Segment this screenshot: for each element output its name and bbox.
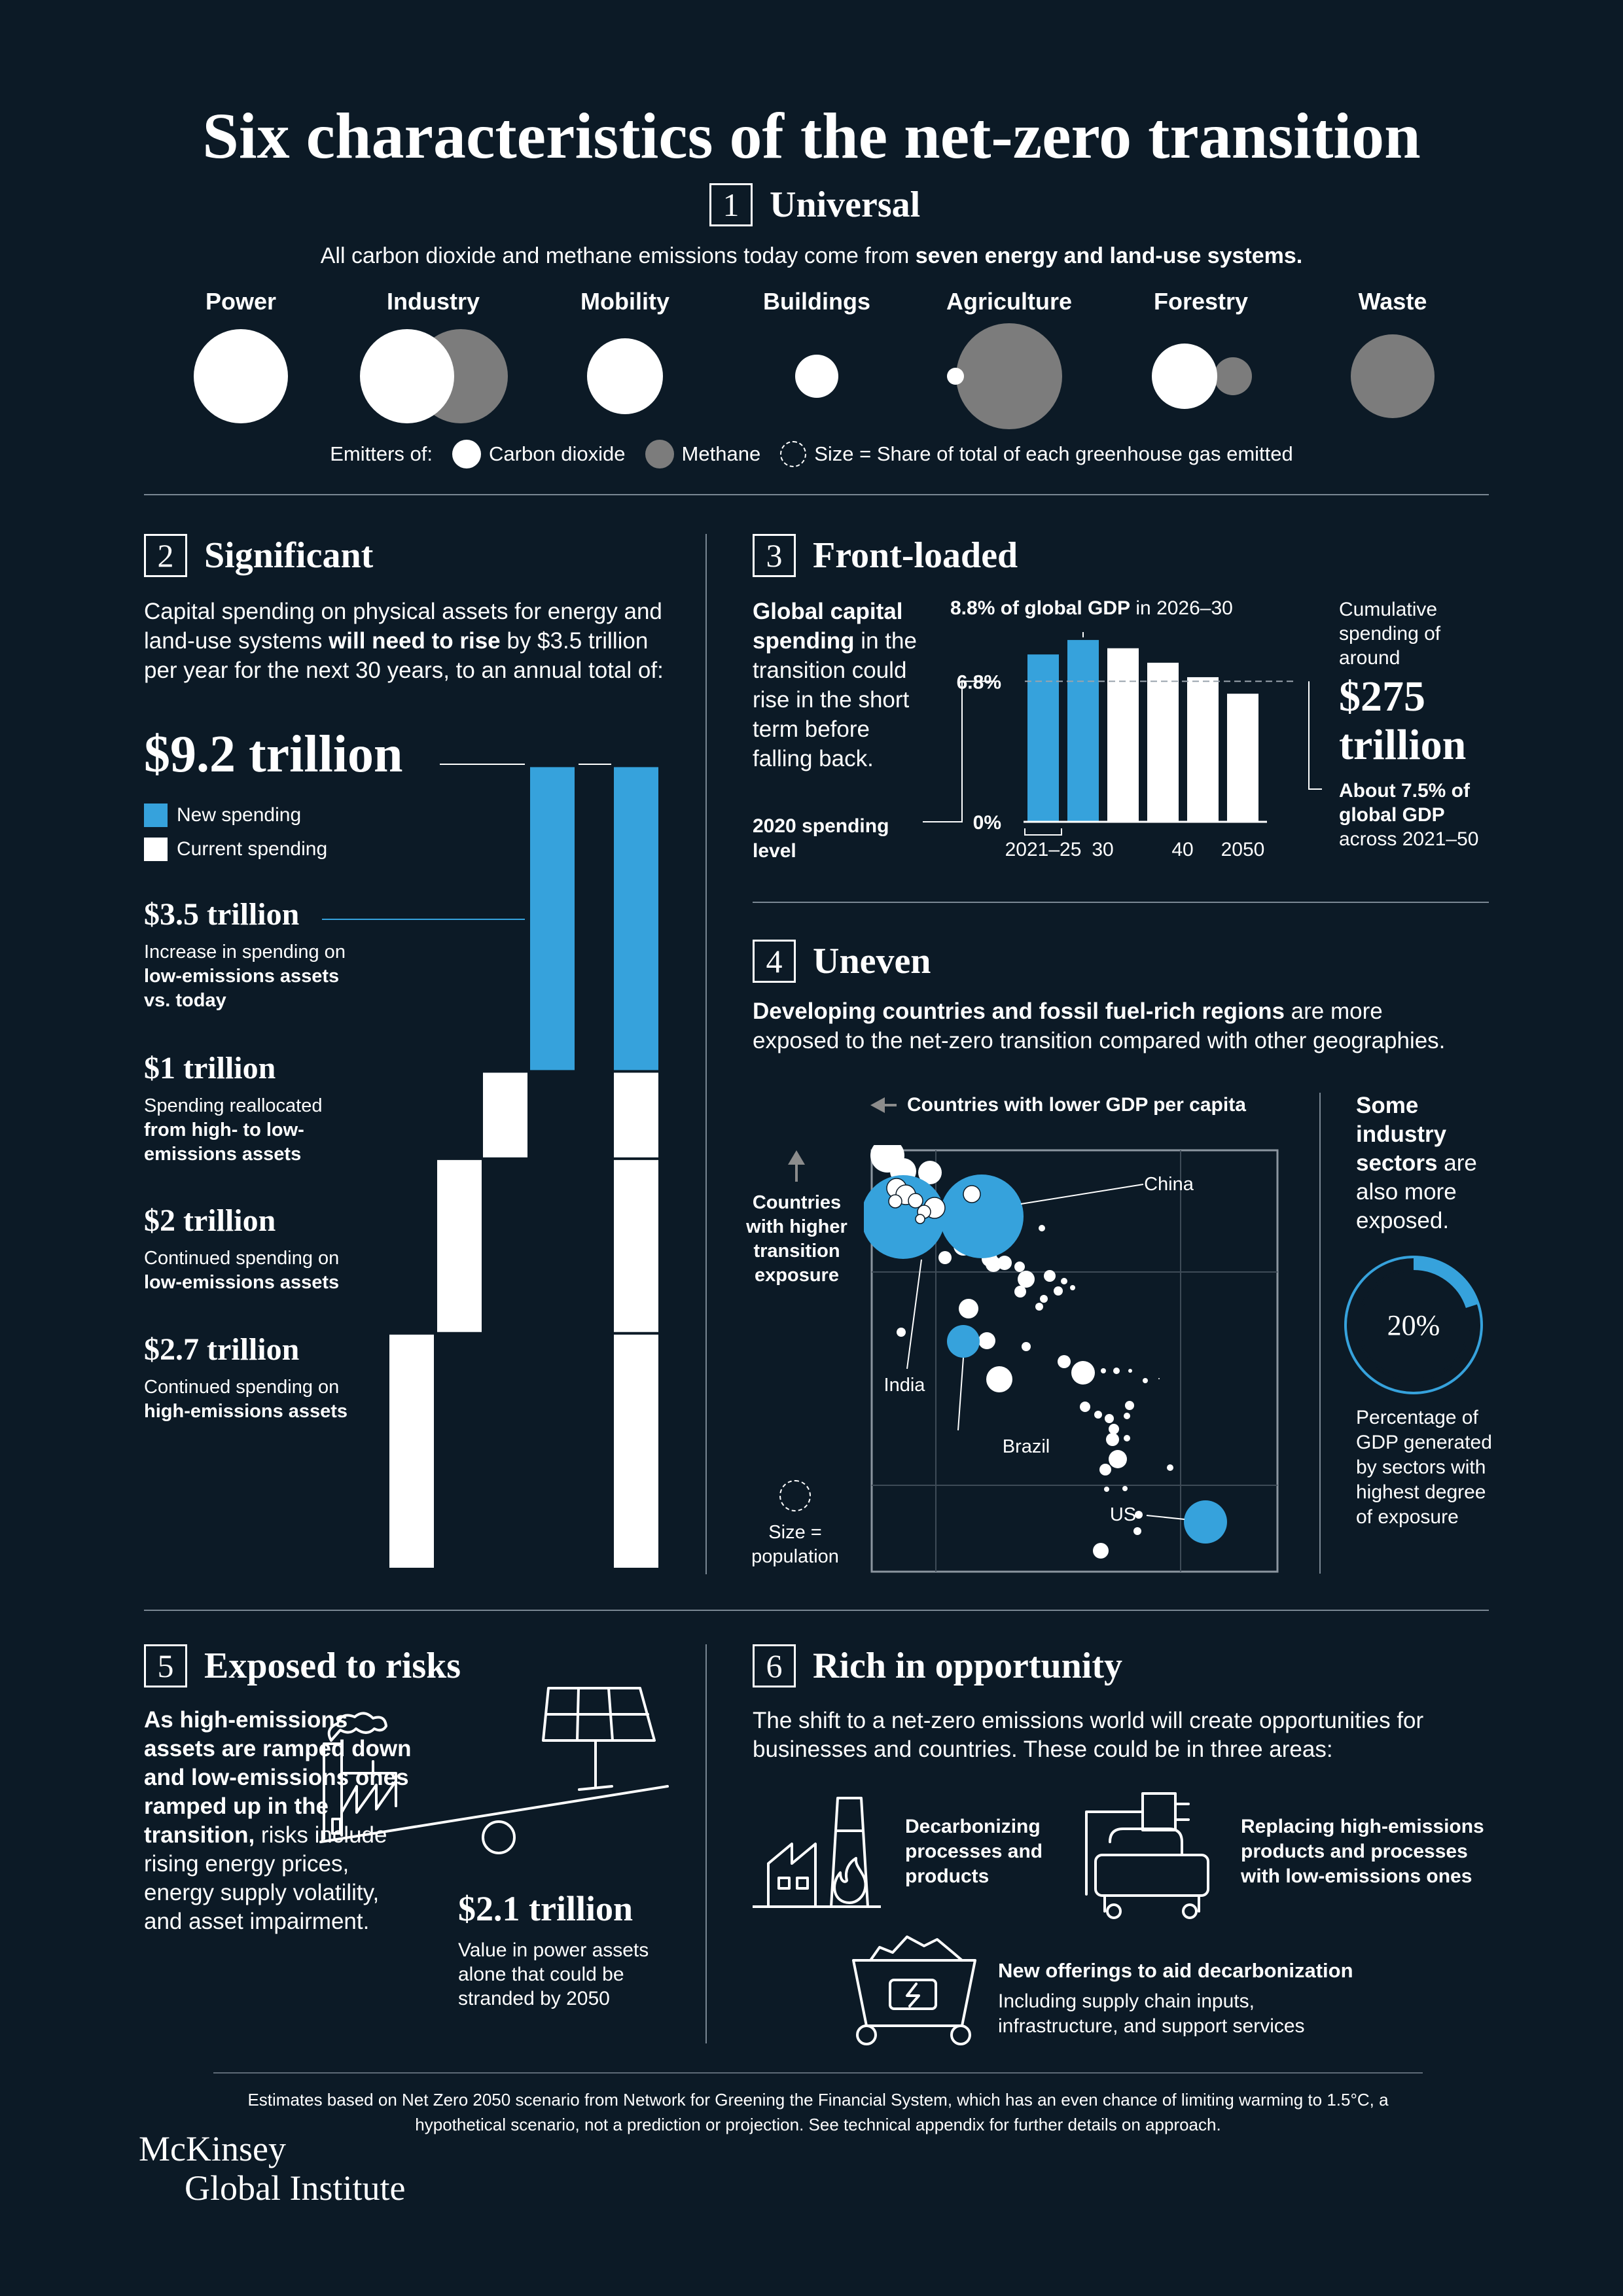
size-circle-icon [779,1480,811,1511]
section-1-legend [0,440,1623,468]
legend-co2 [452,440,626,468]
page-title: Six characteristics of the net-zero transition [202,99,1421,172]
divider [144,1610,1489,1611]
country-bubble [1158,1378,1160,1379]
cumulative-about [1339,779,1509,851]
country-bubble [1125,1401,1134,1410]
cumulative-connector [1309,681,1322,789]
intro-text: Capital spending on physical assets for energy and land-use systems [144,599,662,654]
x-axis-label-text: Countries with lower GDP per capita [907,1094,1246,1116]
country-bubble [1022,1342,1031,1351]
intro-bold: will need to rise [329,628,501,654]
country-label: India [883,1375,925,1396]
peak-bold: 8.8% of global GDP [950,597,1131,619]
section-4-header [753,940,931,983]
legend-size-text: Size = Share of total of each greenhouse gas emitted [814,442,1293,465]
item-desc-text: Spending reallocated [144,1095,323,1116]
divider [144,494,1489,495]
legend-co2-text: Carbon dioxide [489,442,626,465]
period-bracket [1025,828,1061,835]
country-bubble [897,1328,906,1337]
country-bubble [1105,1414,1114,1423]
bubble-forestry-methane [1214,357,1252,395]
country-bubble [1122,1486,1128,1491]
co2-swatch-icon [452,440,481,468]
item-desc-text: Continued spending on [144,1248,340,1269]
stranded-value: $2.1 trillion [458,1889,633,1928]
exposure-scatter-plot [864,1145,1289,1577]
methane-swatch-icon [645,440,674,468]
spending-bar [1227,694,1258,822]
india-leader [907,1260,921,1369]
total-stack-segment [614,1160,658,1332]
system-label-industry: Industry [386,288,480,315]
section-2-intro [144,597,681,685]
legend-new-text: New spending [177,804,302,826]
country-bubble [1070,1285,1075,1290]
seesaw-illustration [308,1682,674,1858]
country-bubble [997,1256,1012,1270]
brazil-leader [958,1358,963,1430]
section-title: Exposed to risks [204,1646,461,1686]
country-bubble [1044,1270,1056,1282]
system-label-agriculture: Agriculture [946,288,1073,315]
brand-line-2: Global Institute [185,2168,406,2208]
stranded-caption: Value in power assets alone that could be stranded by 2050 [458,1939,649,2009]
item-desc-text: Increase in spending on [144,942,346,963]
section-3-desc [753,597,923,773]
opportunity-3-desc: Including supply chain inputs, infrastructure, and support services [998,1990,1305,2037]
legend-label: Emitters of: [330,442,433,465]
country-bubble [1093,1543,1109,1559]
country-label: US [1109,1504,1137,1525]
opportunity-1: Decarbonizing processes and products [905,1816,1043,1887]
section-1-intro [0,243,1623,269]
waterfall-step-bar [530,767,575,1070]
item-desc [144,940,360,1013]
desc-bold: Global capital spending [753,599,903,654]
country-bubble [1124,1413,1130,1419]
country-label: Brazil [1002,1436,1050,1457]
legend-methane-text: Methane [681,442,761,465]
divider [213,2072,1423,2074]
total-stack-segment [614,767,658,1070]
country-bubble [889,1195,902,1208]
exposure-ring-chart [1342,1253,1486,1397]
item-value: $3.5 trillion [144,897,300,932]
country-bubble [1099,1464,1111,1475]
total-stack-segment [614,1072,658,1157]
country-bubble [1014,1262,1025,1272]
section-1-header [709,183,920,226]
section-number: 6 [753,1644,796,1687]
opportunity-2: Replacing high-emissions products and processes with low-emissions ones [1241,1816,1484,1887]
front-loaded-bar-chart [916,622,1322,870]
item-desc-bold: low-emissions assets vs. today [144,966,340,1011]
country-bubble [963,1186,980,1203]
desc-bold: Developing countries and fossil fuel-rich regions [753,998,1285,1024]
item-value: $2.7 trillion [144,1332,300,1367]
country-bubble [1106,1433,1119,1446]
footnote: Estimates based on Net Zero 2050 scenario from Network for Greening the Financial System, which has an even chance of limiting warming to 1.5°C, a hypothetical scenario, not a prediction or projection. See technical appendix for further details on approach. [247,2090,1389,2134]
about-text: across 2021–50 [1339,828,1479,850]
intro-text-2: by $3.5 trillion per year for the next 30 years, to an annual total of: [144,628,664,683]
legend-size [780,441,1293,467]
country-bubble [1124,1435,1130,1441]
country-bubble [1014,1286,1026,1298]
country-bubble [1109,1450,1127,1468]
size-legend [746,1480,844,1569]
legend-new-spending [144,804,301,827]
country-bubble [1133,1527,1141,1535]
brand-logo [139,2129,405,2208]
factory-icon [324,1713,396,1839]
country-bubble [1018,1271,1035,1288]
battery-cart-icon [851,1928,982,2052]
total-stack-segment [614,1335,658,1568]
arrow-up-icon [785,1150,808,1183]
baseline-label: 2020 spending level [753,815,889,862]
bubble-agriculture-methane [956,323,1062,429]
desc-text: are more exposed to the net-zero transition compared with other geographies. [753,998,1446,1053]
y-axis-label: Countries with higher transition exposure [746,1192,847,1286]
waterfall-step-bar [389,1335,434,1568]
section-title: Uneven [813,941,931,981]
country-bubble [938,1251,952,1264]
spending-waterfall-chart [380,759,674,1577]
ring-arc-20pct [1414,1263,1472,1306]
country-bubble [1080,1402,1090,1412]
ring-value: 20% [1387,1309,1440,1341]
divider [753,902,1489,903]
x-tick-label: 40 [1171,839,1194,860]
section-number: 4 [753,940,796,983]
intro-text: All carbon dioxide and methane emissions today come from [320,243,916,268]
system-label-power: Power [205,288,277,315]
spending-bar [1187,677,1219,822]
us-leader [1147,1515,1185,1519]
section-4-side [1356,1091,1487,1235]
size-label-text: Size = population [751,1522,839,1567]
peak-annotation [950,597,1233,620]
country-bubble [1061,1278,1067,1284]
section-4-desc [753,997,1453,1055]
solar-panel-icon [543,1688,654,1790]
section-number: 1 [709,183,753,226]
item-desc-bold: low-emissions assets [144,1272,340,1293]
bubble-agriculture-co2 [947,368,964,385]
bubble-brazil [947,1325,980,1358]
country-bubble [986,1366,1012,1392]
divider-vertical [705,534,707,1574]
waterfall-step-bar [437,1160,482,1332]
item-desc-bold: high-emissions assets [144,1401,348,1422]
section-title: Front-loaded [813,535,1018,576]
country-bubble [1058,1355,1071,1368]
country-bubble [1128,1369,1132,1373]
bubble-us [1184,1500,1227,1544]
size-swatch-icon [780,441,806,467]
desc-text: risks include rising energy prices, energy supply volatility, and asset impairment. [144,1822,387,1934]
side-text: are also more exposed. [1356,1150,1477,1233]
desc-bold: As high-emissions assets are ramped down and low-emissions ones ramped up in the transition, [144,1707,412,1848]
item-desc [144,1375,360,1424]
intro-bold: seven energy and land-use systems. [915,243,1303,268]
ring-caption: Percentage of GDP generated by sectors with highest degree of exposure [1356,1407,1492,1528]
country-bubble [1094,1411,1102,1419]
spending-bar [1027,654,1059,822]
bubble-industry-co2 [360,329,454,423]
bubble-china [940,1174,1024,1258]
current-swatch-icon [144,838,168,861]
bubble-mobility-co2 [587,338,663,414]
country-bubble [1101,1368,1106,1373]
section-6-header [753,1644,1122,1687]
item-value: $1 trillion [144,1051,276,1086]
desc-text: in the transition could rise in the short term before falling back. [753,628,917,771]
industry-decarbonize-icon [753,1792,883,1909]
item-desc-bold: from high- to low-emissions assets [144,1120,304,1165]
country-bubble [959,1299,978,1318]
side-bold: Some industry sectors [1356,1093,1447,1176]
country-label: China [1144,1174,1194,1195]
new-swatch-icon [144,804,168,827]
brand-line-1: McKinsey [139,2129,286,2168]
total-value: $9.2 trillion [144,726,403,783]
cumulative-label: Cumulative spending of around [1339,599,1441,669]
spending-bar [1107,648,1139,822]
waterfall-step-bar [483,1072,527,1157]
system-label-mobility: Mobility [580,288,669,315]
china-leader [1021,1184,1143,1204]
arrow-left-icon [870,1095,897,1115]
x-tick-label: 2021–25 [1005,839,1082,860]
peak-text: in 2026–30 [1130,597,1233,619]
system-label-buildings: Buildings [763,288,870,315]
car-plug-icon [1084,1790,1228,1920]
x-tick-label: 2050 [1221,839,1265,860]
about-bold: About 7.5% of global GDP [1339,780,1470,826]
country-bubble [1104,1487,1109,1492]
section-number: 2 [144,534,187,577]
country-bubble [908,1193,923,1208]
opportunity-3-title: New offerings to aid decarbonization [998,1959,1353,1982]
bubble-buildings-co2 [795,355,838,398]
bubble-power-co2 [194,329,288,423]
legend-methane [645,440,761,468]
item-desc [144,1094,366,1167]
bubble-waste-methane [1351,334,1435,418]
system-label-waste: Waste [1358,288,1427,315]
x-axis-label [870,1094,1246,1116]
seesaw-beam [321,1786,668,1842]
item-value: $2 trillion [144,1203,276,1238]
system-label-forestry: Forestry [1153,288,1249,315]
country-bubble [978,1332,995,1349]
country-bubble [1143,1378,1148,1383]
reference-value-label: 6.8% [956,671,1001,694]
country-bubble [1071,1361,1095,1385]
divider-vertical [1319,1093,1321,1574]
item-desc [144,1246,380,1295]
country-bubble [1109,1424,1119,1434]
section-title: Significant [204,535,374,576]
bubble-forestry-co2 [1152,344,1217,409]
section-title: Universal [770,185,921,225]
country-bubble [1035,1303,1043,1311]
spending-bar [1147,663,1179,822]
country-bubble [1113,1368,1120,1374]
baseline-connector [923,681,995,822]
spending-bar [1067,640,1099,822]
country-bubble [1167,1464,1173,1471]
section-number: 3 [753,534,796,577]
item-desc-text: Continued spending on [144,1377,340,1398]
country-bubble [916,1214,925,1224]
zero-label: 0% [972,812,1001,834]
section-3-header [753,534,1018,577]
cumulative-value: $275 trillion [1339,673,1467,769]
country-bubble [1039,1225,1045,1231]
legend-current-text: Current spending [177,838,328,860]
x-tick-label: 30 [1092,839,1114,860]
section-number: 5 [144,1644,187,1687]
section-2-header [144,534,373,577]
country-bubble [1054,1286,1063,1296]
section-title: Rich in opportunity [813,1646,1122,1686]
section-6-intro: The shift to a net-zero emissions world will create opportunities for businesses and countries. These could be in three areas: [753,1708,1424,1762]
divider-vertical [705,1644,707,2043]
seesaw-pivot [483,1822,514,1853]
legend-current-spending [144,838,327,861]
emissions-bubbles [0,314,1623,445]
country-bubble [1040,1295,1048,1303]
